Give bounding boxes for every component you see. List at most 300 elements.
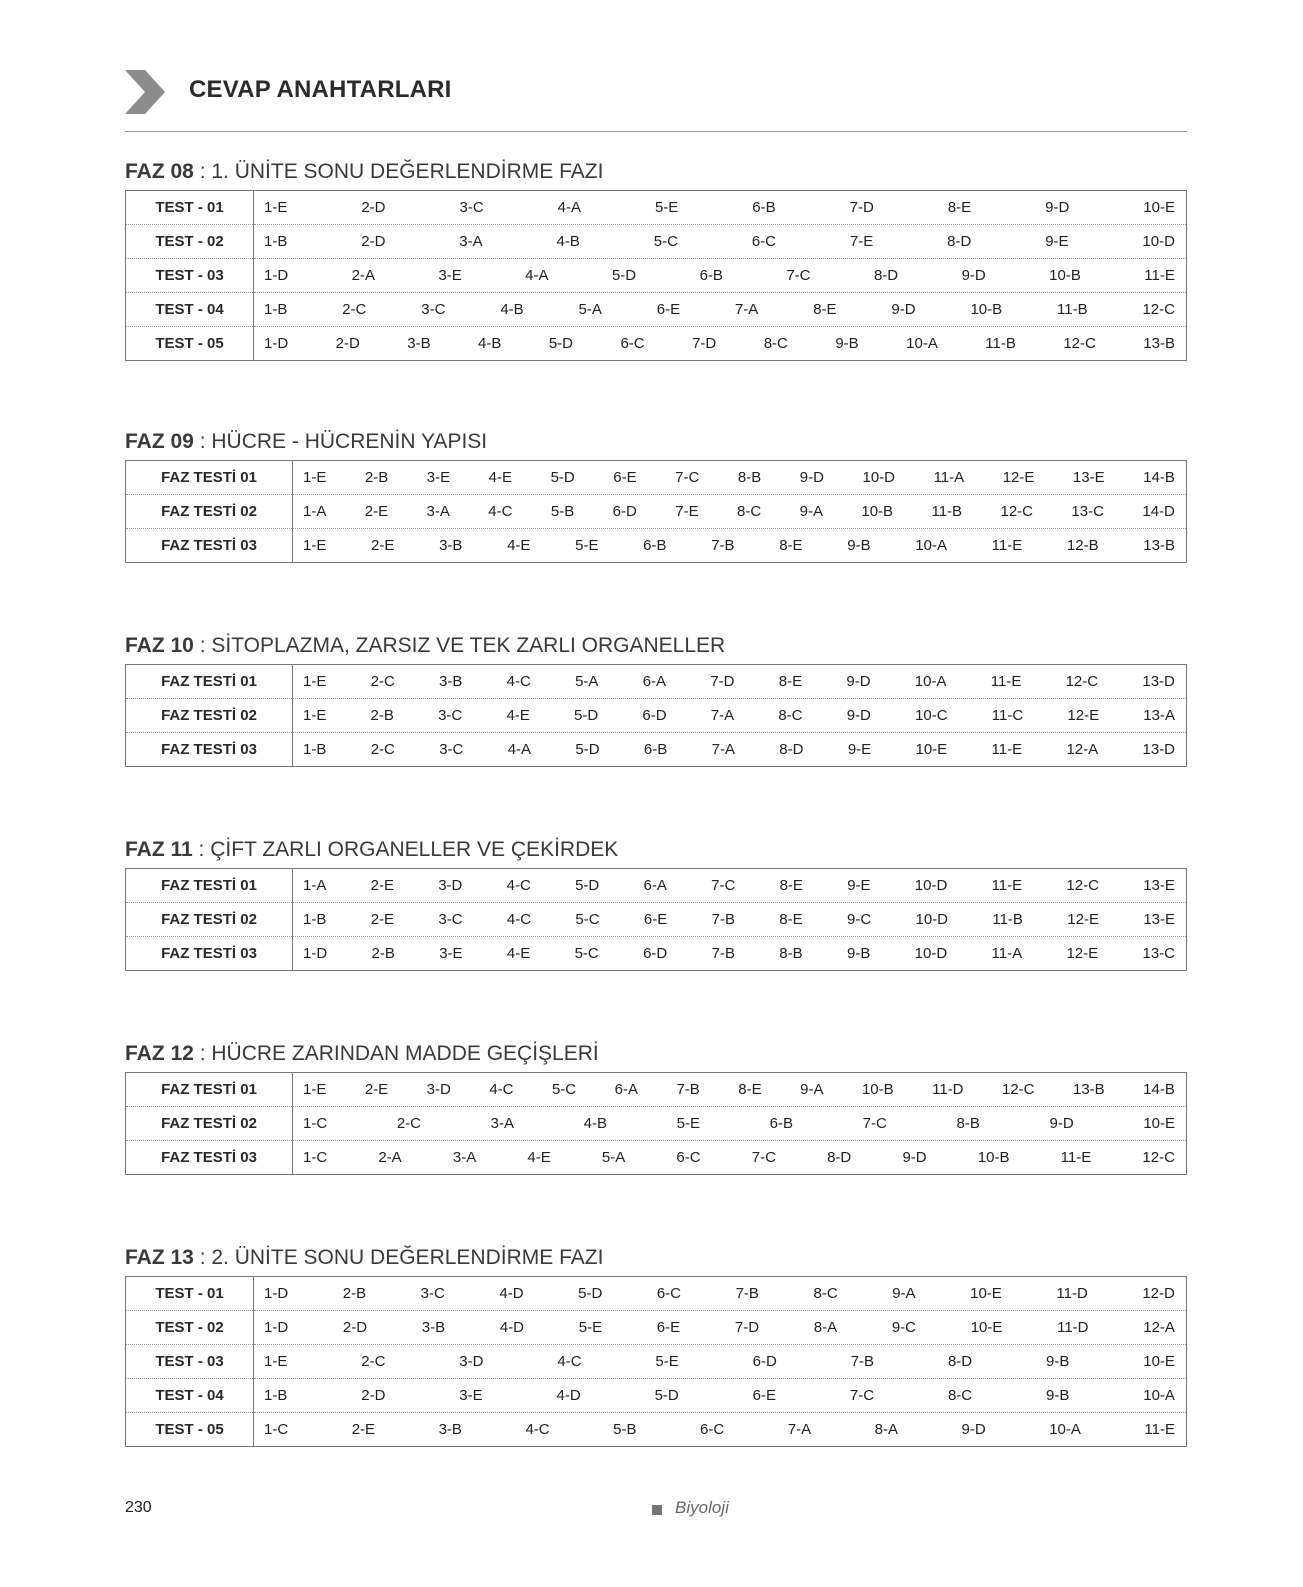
answer-item: 6-A	[614, 1081, 638, 1098]
answer-item: 11-E	[1144, 267, 1175, 284]
answer-item: 2-C	[361, 1353, 386, 1370]
answer-item: 3-B	[407, 335, 431, 352]
answer-item: 3-E	[438, 267, 462, 284]
answer-item: 11-B	[992, 911, 1023, 928]
answers-cell	[293, 1073, 1187, 1107]
table-row	[126, 1277, 1187, 1311]
answer-item: 8-E	[778, 673, 803, 690]
answer-item: 6-D	[612, 503, 637, 520]
answer-item: 8-A	[813, 1319, 838, 1336]
section-faz-08	[125, 157, 1187, 361]
answer-item: 12-C	[1065, 673, 1099, 690]
answer-item: 12-B	[1066, 537, 1099, 554]
answer-item: 5-D	[611, 267, 637, 284]
answer-item: 10-D	[914, 945, 948, 962]
answer-item: 5-D	[548, 335, 574, 352]
answer-item: 2-D	[342, 1319, 368, 1336]
answer-item: 13-B	[1073, 1081, 1105, 1098]
answer-item: 8-B	[956, 1115, 980, 1132]
answer-item: 1-D	[264, 267, 289, 284]
answer-item: 13-E	[1072, 469, 1105, 486]
section-faz-code: FAZ 12	[125, 1042, 194, 1065]
answer-item: 6-D	[752, 1353, 777, 1370]
test-label: FAZ TESTİ 03	[126, 529, 293, 563]
answer-item: 9-B	[1046, 1353, 1070, 1370]
answer-item: 11-D	[932, 1081, 964, 1098]
answer-item: 5-E	[578, 1319, 603, 1336]
answer-item: 3-C	[438, 911, 463, 928]
table-row	[126, 699, 1187, 733]
answer-item: 8-B	[737, 469, 762, 486]
answer-item: 8-C	[737, 503, 762, 520]
table-row	[126, 665, 1187, 699]
answer-item: 7-D	[692, 335, 717, 352]
test-label: FAZ TESTİ 03	[126, 733, 293, 767]
answer-item: 10-D	[914, 877, 948, 894]
table-row	[126, 1107, 1187, 1141]
answer-item: 4-A	[557, 199, 581, 216]
answer-item: 3-B	[421, 1319, 446, 1336]
answer-item: 2-D	[361, 1387, 386, 1404]
answer-item: 11-D	[1057, 1319, 1089, 1336]
section-faz-code: FAZ 09	[125, 430, 194, 453]
answer-item: 10-E	[1143, 1115, 1175, 1132]
table-row	[126, 1311, 1187, 1345]
answer-item: 14-D	[1142, 503, 1175, 520]
answer-item: 2-E	[351, 1421, 376, 1438]
answer-item: 13-B	[1143, 335, 1175, 352]
table-row	[126, 461, 1187, 495]
answer-item: 8-E	[813, 301, 837, 318]
answer-item: 6-B	[699, 267, 723, 284]
section-name: : HÜCRE - HÜCRENİN YAPISI	[193, 430, 488, 453]
answer-item: 3-A	[426, 503, 450, 520]
answer-item: 1-E	[303, 537, 327, 554]
answer-item: 5-C	[574, 945, 599, 962]
section-title	[125, 631, 1187, 661]
answer-item: 7-D	[710, 673, 735, 690]
answers-cell	[293, 461, 1187, 495]
answer-item: 1-D	[303, 945, 328, 962]
test-label: TEST - 05	[126, 327, 254, 361]
answer-item: 8-E	[738, 1081, 762, 1098]
section-faz-code: FAZ 13	[125, 1246, 194, 1269]
answer-item: 4-C	[506, 877, 531, 894]
answer-item: 5-D	[575, 877, 600, 894]
answer-item: 8-D	[873, 267, 899, 284]
answer-table	[125, 1072, 1187, 1175]
table-row	[126, 191, 1187, 225]
answers-cell	[254, 1311, 1187, 1345]
answer-item: 5-C	[575, 911, 600, 928]
answer-item: 6-E	[613, 469, 637, 486]
answer-item: 11-D	[1056, 1285, 1088, 1302]
answer-item: 7-B	[711, 537, 735, 554]
section-faz-code: FAZ 10	[125, 634, 194, 657]
test-label: FAZ TESTİ 01	[126, 461, 293, 495]
answers-cell	[293, 733, 1187, 767]
test-label: FAZ TESTİ 01	[126, 869, 293, 903]
test-label: TEST - 02	[126, 225, 254, 259]
answer-item: 9-C	[846, 911, 872, 928]
table-row	[126, 1379, 1187, 1413]
answer-item: 12-E	[1066, 945, 1099, 962]
answer-item: 7-B	[735, 1285, 759, 1302]
answer-item: 1-B	[264, 1387, 288, 1404]
answer-item: 8-C	[813, 1285, 838, 1302]
answer-item: 10-D	[1142, 233, 1175, 250]
section-faz-13	[125, 1243, 1187, 1447]
answer-item: 3-A	[490, 1115, 514, 1132]
answer-item: 12-C	[1142, 1149, 1175, 1166]
answer-item: 9-A	[892, 1285, 916, 1302]
answer-item: 1-E	[303, 469, 327, 486]
answer-item: 7-B	[676, 1081, 700, 1098]
answers-cell	[254, 191, 1187, 225]
table-row	[126, 869, 1187, 903]
answer-item: 1-C	[264, 1421, 289, 1438]
answer-item: 14-B	[1143, 1081, 1175, 1098]
answer-item: 1-E	[303, 707, 327, 724]
answer-item: 11-E	[990, 673, 1022, 690]
answer-item: 9-D	[891, 301, 916, 318]
answer-item: 8-C	[947, 1387, 973, 1404]
answer-item: 11-A	[991, 945, 1023, 962]
answer-item: 7-D	[734, 1319, 760, 1336]
answer-item: 9-D	[799, 469, 824, 486]
answer-item: 1-B	[303, 911, 327, 928]
answer-item: 10-D	[915, 911, 949, 928]
answer-item: 9-B	[846, 945, 871, 962]
answer-table	[125, 460, 1187, 563]
answer-item: 2-C	[396, 1115, 421, 1132]
answer-item: 10-B	[970, 301, 1003, 318]
answer-item: 1-D	[264, 1319, 289, 1336]
answer-item: 6-C	[620, 335, 645, 352]
answer-item: 3-D	[426, 1081, 451, 1098]
answer-item: 5-E	[655, 1353, 679, 1370]
section-faz-12	[125, 1039, 1187, 1175]
answer-item: 6-E	[656, 1319, 681, 1336]
answer-item: 9-E	[847, 741, 872, 758]
answer-item: 8-D	[947, 233, 972, 250]
answer-item: 4-E	[506, 707, 530, 724]
answer-item: 11-E	[1060, 1149, 1092, 1166]
answer-item: 9-D	[846, 707, 871, 724]
answer-item: 12-A	[1143, 1319, 1175, 1336]
answer-item: 10-E	[915, 741, 948, 758]
answer-item: 3-C	[421, 301, 446, 318]
answer-item: 5-D	[550, 469, 575, 486]
answer-item: 5-C	[551, 1081, 577, 1098]
answer-item: 3-E	[426, 469, 451, 486]
answer-item: 13-C	[1071, 503, 1104, 520]
section-title	[125, 1039, 1187, 1069]
answer-item: 4-C	[489, 1081, 514, 1098]
answer-item: 4-D	[499, 1285, 524, 1302]
answers-cell	[293, 903, 1187, 937]
answer-item: 4-A	[525, 267, 549, 284]
table-row	[126, 1413, 1187, 1447]
answer-item: 6-A	[643, 877, 667, 894]
answer-item: 5-A	[601, 1149, 626, 1166]
answer-item: 9-D	[1049, 1115, 1074, 1132]
answer-item: 4-B	[478, 335, 502, 352]
answer-item: 4-E	[507, 537, 531, 554]
page-title: CEVAP ANAHTARLARI	[189, 76, 452, 103]
answer-item: 3-E	[439, 945, 463, 962]
answer-item: 3-D	[438, 877, 463, 894]
section-name: : ÇİFT ZARLI ORGANELLER VE ÇEKİRDEK	[192, 838, 619, 861]
answer-item: 10-B	[1049, 267, 1081, 284]
answer-item: 9-D	[846, 673, 871, 690]
answer-item: 11-B	[931, 503, 963, 520]
answer-item: 4-E	[488, 469, 513, 486]
section-title	[125, 835, 1187, 865]
answer-item: 12-D	[1142, 1285, 1175, 1302]
answer-item: 3-B	[439, 673, 463, 690]
answer-item: 4-E	[527, 1149, 551, 1166]
answers-cell	[254, 293, 1187, 327]
answer-item: 10-D	[862, 469, 896, 486]
answer-item: 10-E	[1143, 1353, 1175, 1370]
section-name: : 1. ÜNİTE SONU DEĞERLENDİRME FAZI	[193, 160, 604, 183]
answer-table	[125, 664, 1187, 767]
table-row	[126, 733, 1187, 767]
answer-item: 12-E	[1067, 707, 1100, 724]
answers-cell	[254, 327, 1187, 361]
answers-cell	[254, 259, 1187, 293]
answer-item: 2-E	[364, 503, 389, 520]
answer-item: 2-E	[364, 1081, 389, 1098]
test-label: TEST - 04	[126, 293, 254, 327]
answer-item: 5-D	[578, 1285, 603, 1302]
answer-item: 1-D	[264, 335, 289, 352]
answer-item: 9-B	[847, 537, 871, 554]
answer-item: 8-E	[779, 911, 803, 928]
section-title	[125, 1243, 1187, 1273]
answer-item: 1-C	[303, 1115, 328, 1132]
answer-table	[125, 190, 1187, 361]
answer-item: 7-B	[711, 911, 735, 928]
table-row	[126, 1141, 1187, 1175]
answer-item: 7-C	[711, 877, 736, 894]
answer-item: 5-D	[575, 741, 600, 758]
section-title	[125, 157, 1187, 187]
test-label: FAZ TESTİ 02	[126, 495, 293, 529]
answers-cell	[254, 1277, 1187, 1311]
answer-item: 13-A	[1143, 707, 1175, 724]
answer-item: 8-C	[778, 707, 803, 724]
answer-item: 1-A	[303, 877, 327, 894]
answer-item: 10-E	[1143, 199, 1175, 216]
answer-item: 10-A	[915, 537, 947, 554]
answer-item: 6-D	[643, 945, 668, 962]
answer-item: 7-C	[862, 1115, 887, 1132]
table-row	[126, 259, 1187, 293]
answer-item: 4-C	[488, 503, 513, 520]
answer-item: 7-E	[849, 233, 874, 250]
answer-item: 7-C	[751, 1149, 776, 1166]
answer-item: 2-E	[371, 537, 395, 554]
answer-item: 4-A	[507, 741, 532, 758]
answers-cell	[293, 869, 1187, 903]
test-label: TEST - 03	[126, 259, 254, 293]
section-faz-09	[125, 427, 1187, 563]
answer-item: 2-B	[371, 945, 395, 962]
answer-item: 5-B	[613, 1421, 637, 1438]
answer-item: 9-A	[799, 503, 823, 520]
answer-item: 10-A	[1049, 1421, 1081, 1438]
answer-item: 8-D	[827, 1149, 852, 1166]
answer-item: 2-D	[361, 233, 386, 250]
answer-item: 7-A	[710, 707, 735, 724]
answer-item: 3-C	[459, 199, 484, 216]
answer-item: 5-A	[578, 301, 602, 318]
answer-item: 5-D	[574, 707, 599, 724]
answer-item: 11-E	[991, 877, 1023, 894]
answer-item: 3-A	[452, 1149, 477, 1166]
answer-item: 4-B	[556, 233, 580, 250]
answer-table	[125, 1276, 1187, 1447]
answer-item: 7-A	[711, 741, 735, 758]
answer-item: 13-C	[1142, 945, 1175, 962]
answer-item: 2-E	[370, 877, 394, 894]
answer-item: 1-B	[303, 741, 327, 758]
page-header	[125, 68, 1187, 114]
answer-item: 9-D	[961, 1421, 986, 1438]
answer-item: 7-C	[849, 1387, 875, 1404]
section-faz-10	[125, 631, 1187, 767]
answer-item: 6-E	[752, 1387, 776, 1404]
answer-item: 2-A	[378, 1149, 402, 1166]
answer-item: 11-E	[991, 741, 1023, 758]
answer-item: 3-C	[420, 1285, 445, 1302]
answer-item: 6-B	[769, 1115, 793, 1132]
section-name: : HÜCRE ZARINDAN MADDE GEÇİŞLERİ	[193, 1042, 599, 1065]
answer-item: 9-B	[1046, 1387, 1070, 1404]
answer-item: 3-B	[439, 537, 463, 554]
answer-item: 6-C	[751, 233, 776, 250]
answer-item: 6-C	[656, 1285, 682, 1302]
section-title	[125, 427, 1187, 457]
answers-cell	[293, 1107, 1187, 1141]
answers-cell	[293, 529, 1187, 563]
answer-item: 12-C	[1000, 503, 1033, 520]
answer-item: 12-C	[1066, 877, 1099, 894]
answer-item: 3-E	[459, 1387, 483, 1404]
answer-item: 10-A	[906, 335, 938, 352]
answer-item: 4-D	[556, 1387, 581, 1404]
answer-item: 11-E	[991, 537, 1023, 554]
answer-item: 8-C	[763, 335, 788, 352]
test-label: FAZ TESTİ 03	[126, 1141, 293, 1175]
answer-item: 6-B	[643, 537, 667, 554]
test-label: FAZ TESTİ 03	[126, 937, 293, 971]
answer-item: 3-A	[459, 233, 483, 250]
answer-item: 2-C	[370, 673, 395, 690]
answer-item: 3-C	[438, 707, 463, 724]
test-label: TEST - 04	[126, 1379, 254, 1413]
test-label: FAZ TESTİ 02	[126, 699, 293, 733]
answer-item: 12-C	[1002, 1081, 1035, 1098]
answer-item: 6-C	[700, 1421, 725, 1438]
test-label: TEST - 01	[126, 1277, 254, 1311]
answer-item: 1-E	[264, 1353, 288, 1370]
answer-item: 2-C	[342, 301, 367, 318]
answer-item: 5-E	[676, 1115, 700, 1132]
answer-item: 14-B	[1143, 469, 1175, 486]
answers-cell	[254, 1345, 1187, 1379]
answer-item: 8-E	[947, 199, 972, 216]
answer-item: 6-E	[643, 911, 668, 928]
answer-item: 2-C	[370, 741, 395, 758]
answer-item: 7-A	[787, 1421, 812, 1438]
answers-cell	[293, 665, 1187, 699]
answer-item: 7-B	[711, 945, 735, 962]
answer-item: 13-E	[1143, 877, 1175, 894]
answer-item: 2-B	[370, 707, 394, 724]
answer-item: 5-D	[654, 1387, 679, 1404]
answer-item: 9-A	[800, 1081, 824, 1098]
answer-item: 2-E	[370, 911, 395, 928]
test-label: TEST - 05	[126, 1413, 254, 1447]
answer-item: 10-B	[861, 503, 894, 520]
answer-item: 7-B	[850, 1353, 875, 1370]
answer-item: 8-E	[779, 877, 803, 894]
answers-cell	[254, 225, 1187, 259]
answer-item: 4-B	[500, 301, 524, 318]
answer-item: 2-B	[342, 1285, 367, 1302]
answer-item: 4-D	[499, 1319, 525, 1336]
square-bullet-icon	[652, 1505, 662, 1515]
answer-item: 11-C	[991, 707, 1024, 724]
test-label: TEST - 01	[126, 191, 254, 225]
answer-item: 12-C	[1142, 301, 1175, 318]
answer-item: 9-D	[902, 1149, 927, 1166]
answer-item: 9-D	[1045, 199, 1070, 216]
answer-item: 1-C	[303, 1149, 328, 1166]
answer-table	[125, 868, 1187, 971]
answer-item: 3-C	[439, 741, 464, 758]
answer-item: 4-E	[506, 945, 531, 962]
section-faz-11	[125, 835, 1187, 971]
section-name: : 2. ÜNİTE SONU DEĞERLENDİRME FAZI	[193, 1246, 604, 1269]
test-label: TEST - 03	[126, 1345, 254, 1379]
answer-item: 5-B	[550, 503, 575, 520]
answer-item: 1-E	[303, 673, 327, 690]
answer-item: 13-B	[1143, 537, 1175, 554]
answer-item: 12-A	[1066, 741, 1099, 758]
answer-item: 6-B	[752, 199, 776, 216]
answer-item: 11-A	[933, 469, 965, 486]
table-row	[126, 225, 1187, 259]
chevron-right-icon	[125, 70, 165, 114]
header-divider	[125, 131, 1187, 132]
answer-item: 6-A	[642, 673, 667, 690]
answer-item: 5-C	[653, 233, 678, 250]
answer-item: 5-E	[654, 199, 679, 216]
answer-item: 6-E	[656, 301, 681, 318]
answer-item: 1-E	[303, 1081, 327, 1098]
answer-item: 4-C	[506, 673, 531, 690]
answer-item: 1-B	[264, 233, 288, 250]
answer-item: 10-E	[970, 1319, 1003, 1336]
answer-item: 10-B	[861, 1081, 894, 1098]
test-label: FAZ TESTİ 01	[126, 1073, 293, 1107]
answer-item: 7-C	[675, 469, 700, 486]
answer-item: 11-E	[1144, 1421, 1175, 1438]
